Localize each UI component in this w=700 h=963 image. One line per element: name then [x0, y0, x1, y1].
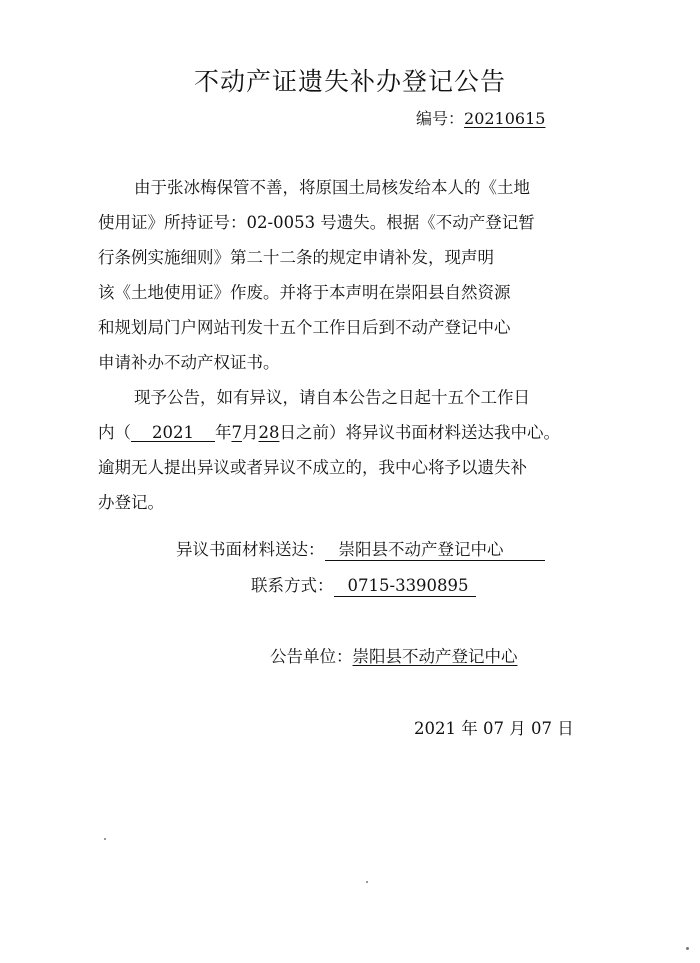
deadline-prefix: 内（: [98, 423, 131, 442]
document-number: [416, 106, 545, 129]
number-label: 编号：: [416, 109, 465, 128]
deadline-day: 28: [258, 423, 280, 442]
year-char: 年: [214, 423, 232, 442]
notice-date: 2021 年 07 月 07 日: [414, 719, 574, 738]
scan-speck: [366, 881, 368, 883]
paragraph2-deadline-line: [98, 415, 598, 450]
number-value: 20210615: [464, 109, 546, 128]
paragraph2-line: 现予公告，如有异议，请自本公告之日起十五个工作日: [134, 388, 530, 407]
paragraph2-line: 逾期无人提出异议或者异议不成立的，我中心将予以遗失补: [98, 458, 527, 477]
objection-address: [176, 536, 545, 561]
contact-info: [251, 572, 476, 597]
paragraph2-line: 办登记。: [98, 493, 164, 512]
issuer-label: 公告单位：: [270, 647, 353, 666]
deadline-year: 2021: [151, 423, 194, 442]
objection-address-value: 崇阳县不动产登记中心: [325, 540, 545, 561]
notice-body: [98, 170, 598, 520]
paragraph1-line: 由于张冰梅保管不善，将原国土局核发给本人的《土地: [134, 178, 530, 197]
paragraph1-line: 该《土地使用证》作废。并将于本声明在崇阳县自然资源: [98, 283, 511, 302]
paragraph1-line: 使用证》所持证号：02-0053 号遗失。根据《不动产登记暂: [98, 213, 535, 232]
month-char: 月: [241, 423, 259, 442]
contact-value: 0715-3390895: [334, 576, 476, 597]
paragraph1-line: 和规划局门户网站刊发十五个工作日后到不动产登记中心: [98, 318, 511, 337]
issuer-value: 崇阳县不动产登记中心: [352, 647, 518, 666]
scan-speck: [686, 947, 689, 950]
issuer: [270, 643, 518, 667]
contact-label: 联系方式：: [251, 576, 334, 595]
scan-speck: [104, 838, 106, 840]
paragraph1-line: 行条例实施细则》第二十二条的规定申请补发，现声明: [98, 248, 494, 267]
paragraph1-line: 申请补办不动产权证书。: [98, 353, 280, 372]
document-title: 不动产证遗失补办登记公告: [193, 67, 506, 96]
deadline-month: 7: [231, 423, 242, 442]
deadline-suffix: 日之前）将异议书面材料送达我中心。: [279, 423, 560, 442]
objection-address-label: 异议书面材料送达：: [176, 540, 325, 559]
